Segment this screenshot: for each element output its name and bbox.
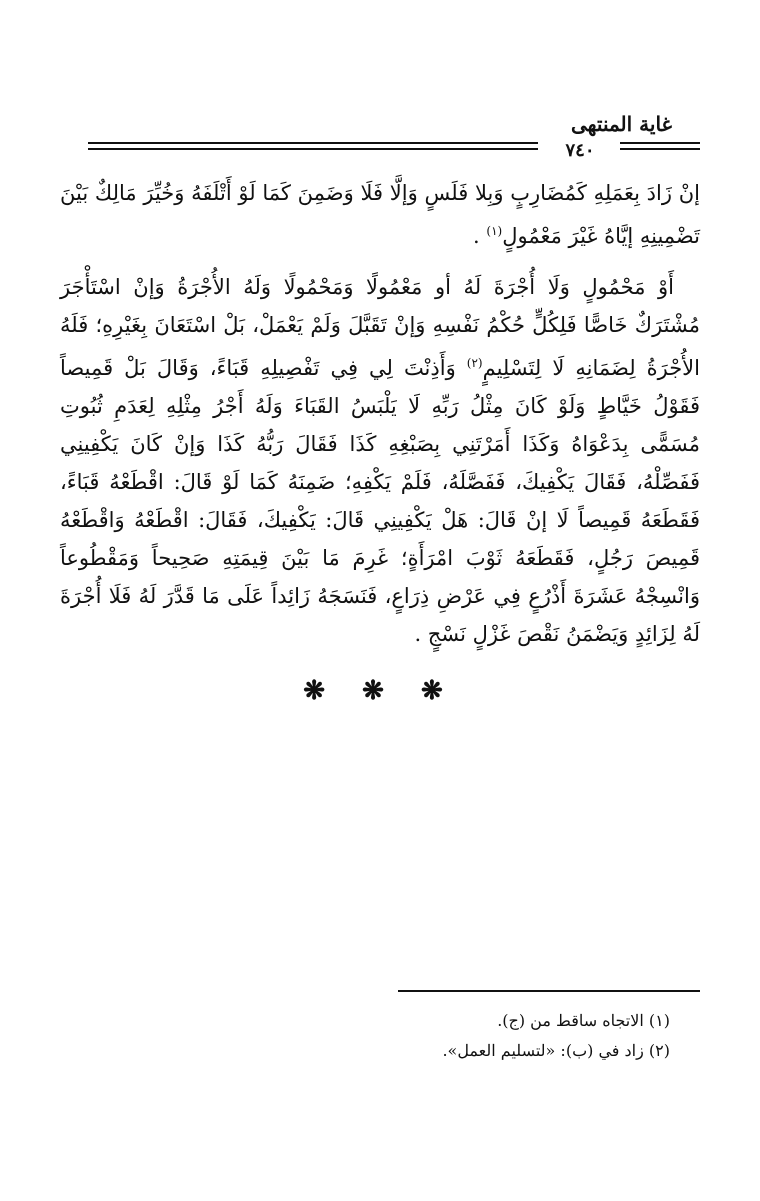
footnote-1: (١) الاتجاه ساقط من (ج). xyxy=(497,1011,670,1030)
footnote-rule xyxy=(398,990,700,992)
section-separator: ❋ ❋ ❋ xyxy=(303,676,457,706)
footnotes xyxy=(70,1006,670,1066)
paragraph-1-end: . xyxy=(473,224,480,248)
running-title: غاية المنتهى xyxy=(571,112,672,136)
header-rule-right-bottom xyxy=(620,148,700,150)
page-number: ٧٤٠ xyxy=(565,140,595,161)
paragraph-2-part1: أَوْ مَحْمُولٍ وَلَا أُجْرَةَ لَهُ أو مَعْمُولًا وَمَحْمُولًا وَلَهُ الأُجْرَةُ وَإنْ اسْتَأْجَرَ مُشْتَرَكٌ خَاصًّا فَلِكُلٍّ حُكْمُ نَفْسِهِ وَإنْ تَقَبَّلَ وَلَمْ يَعْمَلْ، بَلْ اسْتَعَانَ بِغَيْرِهِ؛ فَلَهُ الأُجْرَةُ لِضَمَانِهِ لَا لِتَسْلِيمٍ xyxy=(60,275,700,380)
paragraph-1 xyxy=(60,174,700,255)
paragraph-2 xyxy=(60,268,700,653)
header-rule-bottom xyxy=(88,148,538,150)
footnote-2: (٢) زاد في (ب): «لتسليم العمل». xyxy=(442,1041,670,1060)
paragraph-2-part2: وَأَذِنْتَ لِي فِي تَفْصِيلِهِ قَبَاءً، وَقَالَ بَلْ قَمِيصاً فَقَوْلُ خَيَّاطٍ وَلَوْ كَانَ مِثْلُ رَبِّهِ لَا يَلْبَسُ القَبَاءَ وَلَهُ أَجْرُ مِثْلِهِ لِعَدَمِ ثُبُوتِ مُسَمًّى بِدَعْوَاهُ وَكَذَا أَمَرْتَنِي بِصَبْغِهِ كَذَا فَقَالَ رَبُّهُ كَذَا وَإنْ كَانَ يَكْفِينِي فَفَصِّلْهُ، فَقَالَ يَكْفِيكَ، فَفَصَّلَهُ، فَلَمْ يَكْفِهِ؛ ضَمِنَهُ كَمَا لَوْ قَالَ: اقْطَعْهُ قَبَاءً، فَقَطَعَهُ قَمِيصاً لَا إنْ قَالَ: هَلْ يَكْفِينِي قَالَ: يَكْفِيكَ، فَقَالَ: اقْطَعْهُ وَاقْطَعْهُ قَمِيصَ رَجُلٍ، فَقَطَعَهُ ثَوْبَ امْرَأَةٍ؛ غَرِمَ مَا بَيْنَ قِيمَتِهِ صَحِيحاً وَمَقْطُوعاً وَانْسِجْهُ عَشَرَةَ أَذْرُعٍ فِي عَرْضِ ذِرَاعٍ، فَنَسَجَهُ زَائِداً عَلَى مَا قَدَّرَ لَهُ فَلَا أُجْرَةَ لَهُ لِزَائِدٍ وَيَضْمَنُ نَقْصَ غَزْلٍ نَسْجٍ . xyxy=(60,356,700,646)
footnote-ref-1: (١) xyxy=(486,224,503,238)
header-rule-right-top xyxy=(620,142,700,144)
paragraph-1-text: إنْ زَادَ بِعَمَلِهِ كَمُضَارِبٍ وَبِلا فَلَسٍ وَإلَّا فَلَا وَضَمِنَ كَمَا لَوْ أَتْلَفَهُ وَخُيِّرَ مَالِكٌ بَيْنَ تَضْمِينِهِ إيَّاهُ غَيْرَ مَعْمُولٍ xyxy=(60,181,700,248)
footnote-ref-2: (٢) xyxy=(466,356,483,370)
header-rule-top xyxy=(88,142,538,144)
